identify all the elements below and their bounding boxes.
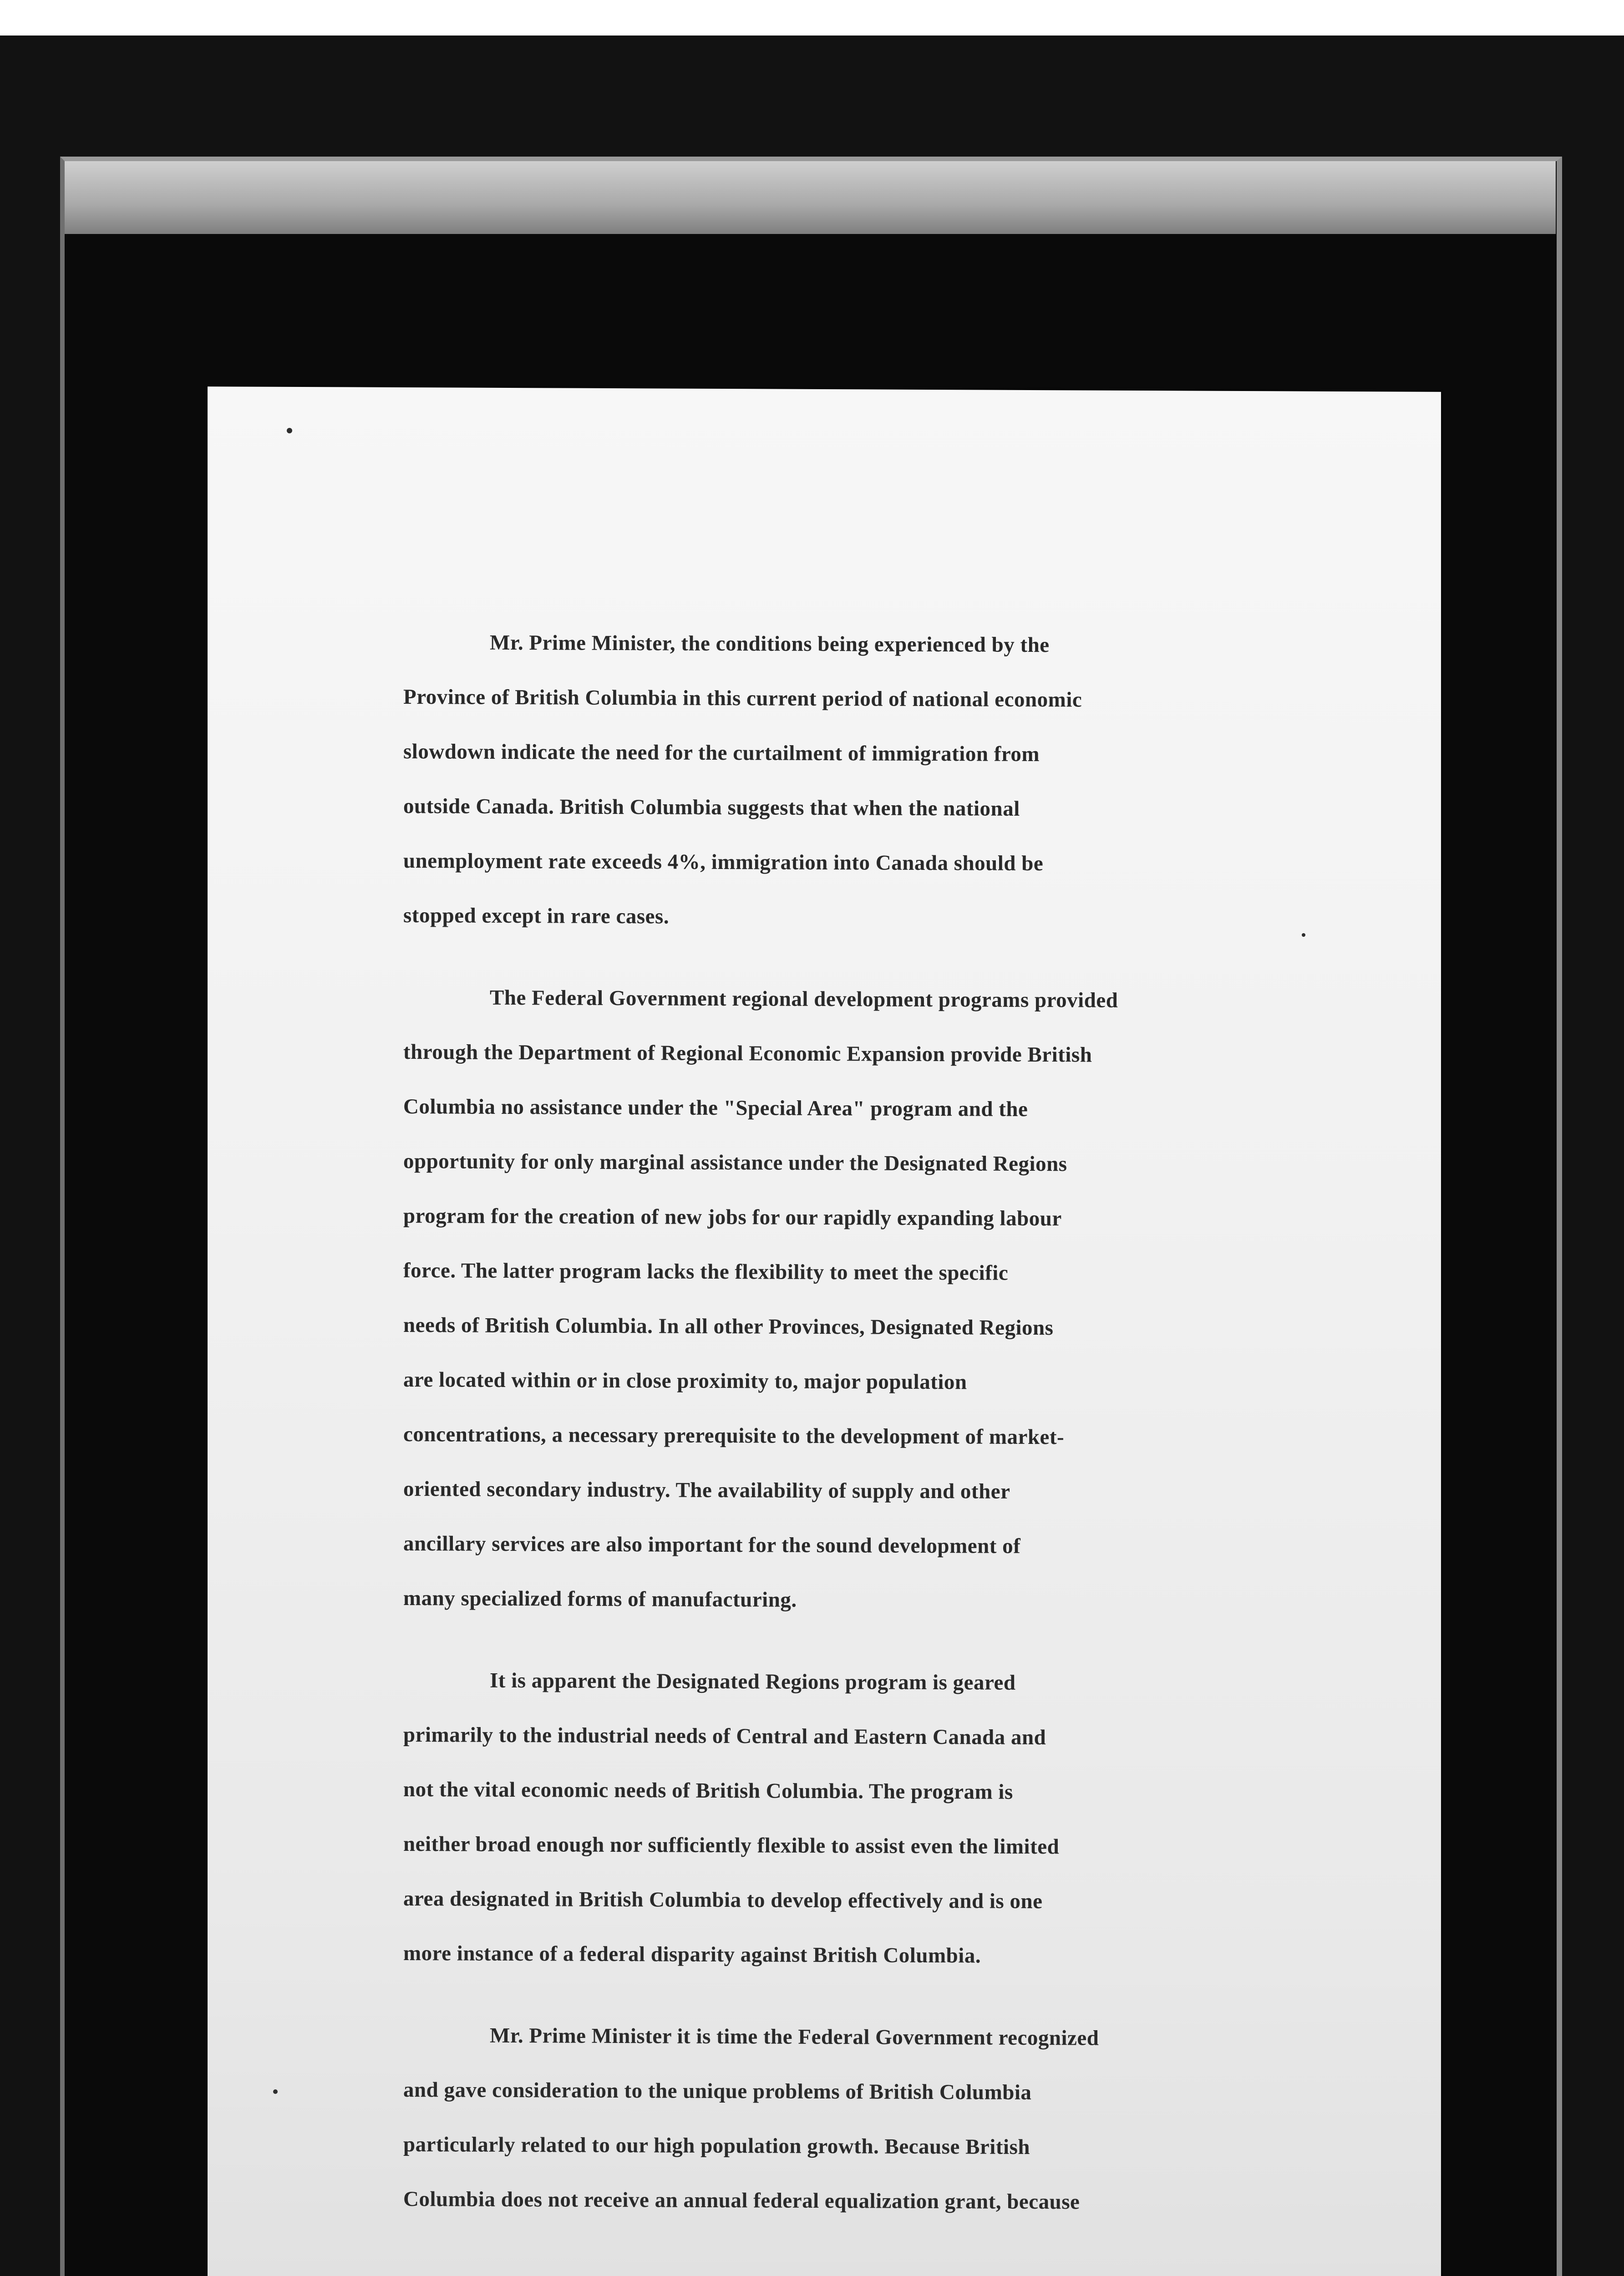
paragraph-line: are located within or in close proximity to, major population xyxy=(403,1367,967,1394)
paragraph-line: Province of British Columbia in this current period of national economic xyxy=(403,685,1082,712)
paragraph-line: Mr. Prime Minister it is time the Federal Government recognized xyxy=(490,2023,1099,2050)
paragraph-line: oriented secondary industry. The availability of supply and other xyxy=(403,1477,1010,1504)
paragraph-line: ancillary services are also important for the sound development of xyxy=(403,1531,1021,1558)
paragraph-line: primarily to the industrial needs of Central and Eastern Canada and xyxy=(403,1722,1046,1750)
paragraph-line: through the Department of Regional Economic Expansion provide British xyxy=(403,1040,1092,1067)
paragraph-line: The Federal Government regional development programs provided xyxy=(490,986,1118,1012)
paragraph-line: slowdown indicate the need for the curtailment of immigration from xyxy=(403,739,1040,767)
paragraph-line: force. The latter program lacks the flexibility to meet the specific xyxy=(403,1258,1009,1285)
film-speck xyxy=(1302,933,1305,937)
film-speck xyxy=(273,2089,278,2094)
paragraph-line: area designated in British Columbia to develop effectively and is one xyxy=(403,1886,1043,1914)
paragraph-line: stopped except in rare cases. xyxy=(403,903,670,929)
paragraph-1 xyxy=(403,615,1323,947)
paragraph-line: not the vital economic needs of British Columbia. The program is xyxy=(403,1777,1013,1804)
document-body xyxy=(403,615,1323,2258)
paragraph-line: program for the creation of new jobs for our rapidly expanding labour xyxy=(403,1204,1062,1231)
paragraph-line: neither broad enough nor sufficiently flexible to assist even the limited xyxy=(403,1832,1060,1859)
paragraph-line: Columbia no assistance under the "Special Area" program and the xyxy=(403,1094,1028,1121)
paragraph-line: and gave consideration to the unique problems of British Columbia xyxy=(403,2078,1032,2104)
paragraph-line: concentrations, a necessary prerequisite to the development of market- xyxy=(403,1422,1065,1449)
paragraph-3 xyxy=(403,1653,1323,1985)
paragraph-4 xyxy=(403,2008,1323,2230)
paragraph-line: particularly related to our high population growth. Because British xyxy=(403,2132,1030,2159)
paragraph-2 xyxy=(403,970,1323,1630)
paragraph-line: many specialized forms of manufacturing. xyxy=(403,1586,797,1612)
paragraph-line: more instance of a federal disparity against British Columbia. xyxy=(403,1941,981,1968)
paragraph-line: needs of British Columbia. In all other Provinces, Designated Regions xyxy=(403,1313,1054,1340)
paragraph-line: unemployment rate exceeds 4%, immigration into Canada should be xyxy=(403,848,1044,876)
frame-top-strip xyxy=(65,161,1556,234)
paragraph-line: Columbia does not receive an annual federal equalization grant, because xyxy=(403,2187,1080,2214)
document-page xyxy=(208,386,1441,2276)
paragraph-line: It is apparent the Designated Regions program is geared xyxy=(490,1668,1016,1695)
paragraph-line: Mr. Prime Minister, the conditions being experienced by the xyxy=(490,630,1050,657)
film-speck xyxy=(287,428,292,433)
paragraph-line: opportunity for only marginal assistance under the Designated Regions xyxy=(403,1149,1067,1176)
paragraph-line: outside Canada. British Columbia suggests that when the national xyxy=(403,794,1020,821)
